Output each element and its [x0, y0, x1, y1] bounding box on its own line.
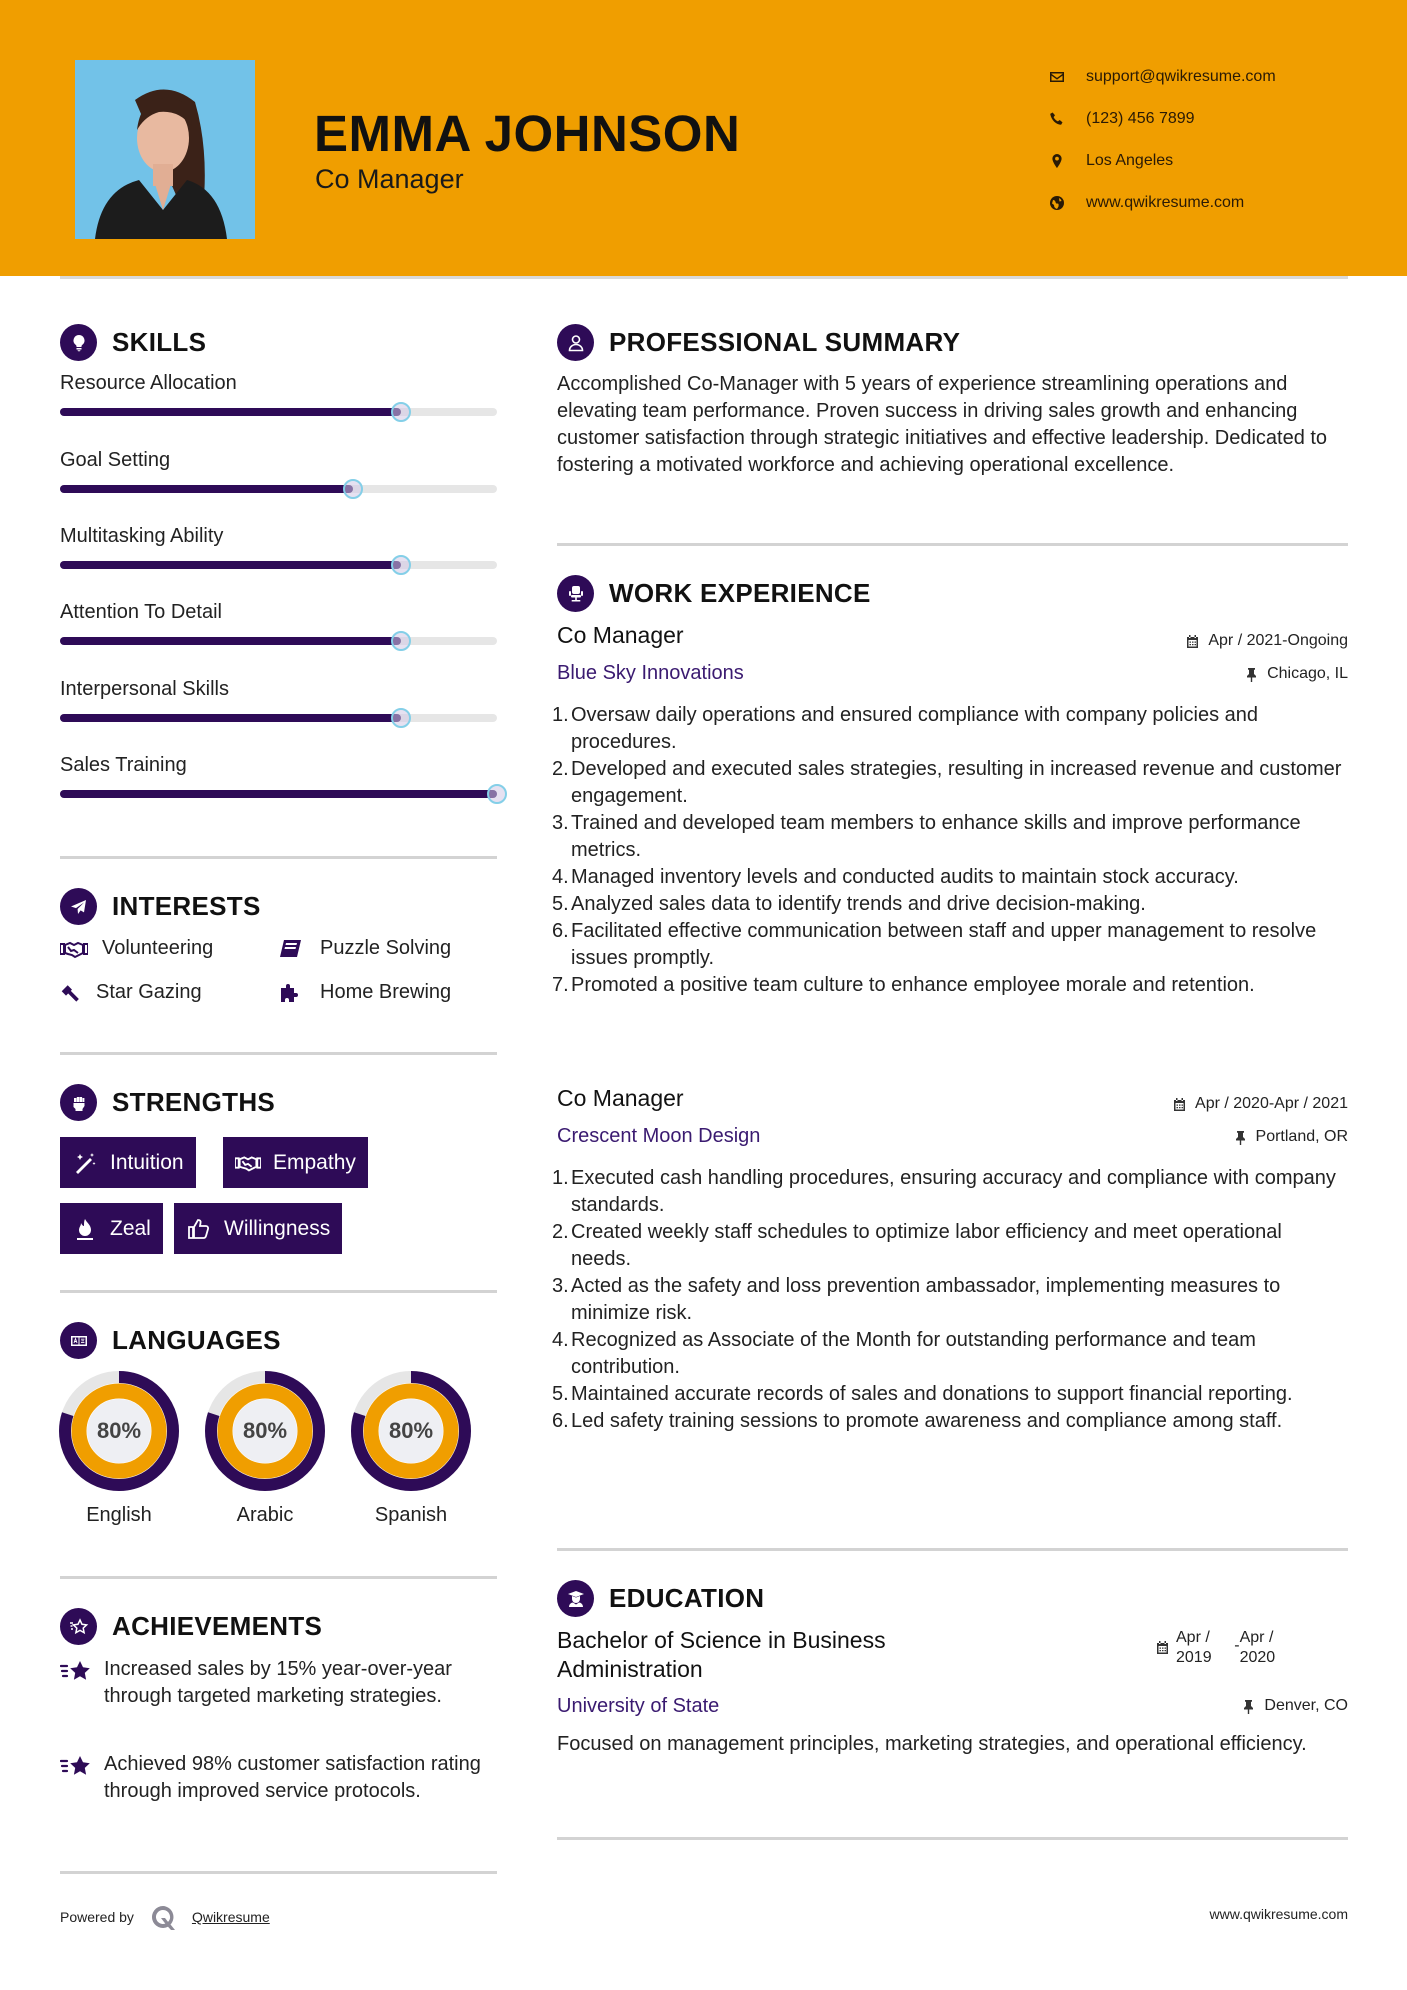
skill-bar	[60, 485, 497, 493]
company-name: Crescent Moon Design	[557, 1125, 761, 1147]
company-name: Blue Sky Innovations	[557, 662, 744, 684]
duty-item: 1. Oversaw daily operations and ensured compliance with company policies and procedures.	[557, 702, 1347, 756]
fire-icon	[72, 1218, 98, 1240]
skill-bar-fill	[60, 637, 401, 645]
duty-item: 4. Managed inventory levels and conducted audits to maintain stock accuracy.	[557, 864, 1347, 891]
skills-heading	[60, 324, 206, 361]
duty-text: Executed cash handling procedures, ensuring accuracy and compliance with company standards.	[571, 1167, 1336, 1216]
powered-by	[60, 1902, 270, 1932]
skill-bar	[60, 637, 497, 645]
languages-title: LANGUAGES	[112, 1325, 281, 1355]
skill-bar-knob	[487, 784, 507, 804]
calendar-icon	[1172, 1097, 1187, 1112]
strength-label: Willingness	[224, 1216, 331, 1240]
footer-website[interactable]: www.qwikresume.com	[1209, 1906, 1348, 1922]
interest-label: Puzzle Solving	[320, 937, 452, 959]
experience-heading	[557, 575, 871, 612]
section-divider	[60, 856, 497, 859]
book-icon	[278, 938, 308, 960]
pushpin-icon	[1233, 1130, 1248, 1145]
achievement-text: Achieved 98% customer satisfaction rating through improved service protocols.	[104, 1753, 481, 1802]
skill-bar-fill	[60, 561, 401, 569]
education-description: Focused on management principles, marketing strategies, and operational efficiency.	[557, 1733, 1307, 1755]
contact-list	[1048, 56, 1276, 224]
strengths-title: STRENGTHS	[112, 1087, 276, 1117]
language-progress-ring	[350, 1370, 472, 1492]
duty-item: 5. Maintained accurate records of sales and donations to support financial reporting.	[557, 1381, 1347, 1408]
puzzle-icon	[278, 982, 308, 1004]
languages-heading	[60, 1322, 281, 1359]
duty-text: Analyzed sales data to identify trends and drive decision-making.	[571, 893, 1146, 915]
interest-label: Home Brewing	[320, 981, 452, 1003]
qwikresume-logo-icon	[148, 1902, 178, 1932]
skills-title: SKILLS	[112, 327, 207, 357]
language-name: Spanish	[374, 1504, 448, 1526]
skill-label: Attention To Detail	[60, 601, 222, 623]
language-percent: 80%	[242, 1418, 288, 1443]
strength-label: Intuition	[110, 1150, 184, 1174]
language-progress-ring	[204, 1370, 326, 1492]
education-location-text: Denver, CO	[1264, 1697, 1348, 1714]
duty-item: 3. Trained and developed team members to enhance skills and improve performance metrics.	[557, 810, 1347, 864]
interest-label: Volunteering	[102, 937, 214, 959]
duty-text: Facilitated effective communication between staff and upper management to resolve issues promptly.	[571, 920, 1317, 969]
skill-bar	[60, 561, 497, 569]
language-percent: 80%	[96, 1418, 142, 1443]
job-dates-text: Apr / 2021-Ongoing	[1208, 632, 1348, 649]
star-badge-icon	[60, 1608, 97, 1645]
pushpin-icon	[1244, 667, 1259, 682]
phone-icon	[1048, 110, 1066, 128]
powered-by-label: Powered by	[60, 1909, 134, 1925]
start-year: 2019	[1176, 1649, 1212, 1666]
section-divider	[557, 1837, 1348, 1840]
skill-item	[60, 372, 497, 395]
skill-bar-knob	[343, 479, 363, 499]
education-end	[1240, 1628, 1276, 1668]
section-divider	[60, 1052, 497, 1055]
interest-item	[278, 937, 451, 960]
candidate-title: Co Manager	[315, 164, 464, 194]
calendar-icon	[1155, 1640, 1170, 1655]
strength-chip	[60, 1137, 196, 1188]
education-location	[1241, 1697, 1348, 1715]
contact-phone[interactable]	[1048, 98, 1276, 140]
duty-item: 4. Recognized as Associate of the Month for outstanding performance and team contribution.	[557, 1327, 1347, 1381]
envelope-icon	[1048, 68, 1066, 86]
globe-icon	[1048, 194, 1066, 212]
summary-heading	[557, 324, 960, 361]
summary-title: PROFESSIONAL SUMMARY	[609, 327, 961, 357]
skill-bar-fill	[60, 408, 401, 416]
duty-text: Led safety training sessions to promote awareness and compliance among staff.	[571, 1410, 1283, 1432]
degree-title: Bachelor of Science in Business Administration	[557, 1627, 886, 1682]
interests-heading	[60, 888, 261, 925]
duty-item: 7. Promoted a positive team culture to enhance employee morale and retention.	[557, 972, 1347, 999]
strength-chip	[60, 1203, 163, 1254]
summary-text: Accomplished Co-Manager with 5 years of experience streamlining operations and elevating team performance. Proven success in driving sales growth and enhancing customer satisfaction through strategic initiatives and effective leadership. Dedicated to fostering a motivated workforce and achieving operational excellence.	[557, 373, 1328, 476]
skill-bar	[60, 408, 497, 416]
section-divider	[60, 1576, 497, 1579]
section-divider	[60, 1290, 497, 1293]
language-percent: 80%	[388, 1418, 434, 1443]
contact-location-text: Los Angeles	[1086, 152, 1174, 169]
school-name: University of State	[557, 1695, 720, 1717]
skill-bar-knob	[391, 708, 411, 728]
end-month: Apr /	[1239, 1629, 1274, 1646]
lightbulb-icon	[60, 324, 97, 361]
education-title: EDUCATION	[609, 1583, 765, 1613]
skill-item	[60, 678, 497, 701]
language-item	[350, 1370, 472, 1527]
header-divider	[60, 276, 1348, 279]
achievement-item	[60, 1751, 500, 1805]
paper-plane-icon	[60, 888, 97, 925]
duty-text: Trained and developed team members to enhance skills and improve performance metrics.	[571, 812, 1301, 861]
fist-icon	[60, 1084, 97, 1121]
person-portrait-icon	[75, 60, 255, 239]
education-heading	[557, 1580, 764, 1617]
language-item	[58, 1370, 180, 1527]
qwikresume-link[interactable]: Qwikresume	[191, 1909, 270, 1925]
interest-item	[278, 981, 451, 1004]
job-dates-text: Apr / 2020-Apr / 2021	[1195, 1095, 1348, 1112]
skill-label: Resource Allocation	[60, 372, 237, 394]
section-divider	[60, 1871, 497, 1874]
duty-text: Acted as the safety and loss prevention ambassador, implementing measures to minimize risk.	[571, 1275, 1281, 1324]
skill-bar-fill	[60, 790, 497, 798]
job-title: Co Manager	[557, 1085, 684, 1111]
skill-bar-fill	[60, 714, 401, 722]
job-duties	[552, 1165, 1347, 1435]
achievement-item	[60, 1656, 500, 1710]
date-separator-text: -	[1234, 1637, 1240, 1654]
education-start	[1176, 1628, 1212, 1668]
user-icon	[557, 324, 594, 361]
language-item	[204, 1370, 326, 1527]
skill-bar-knob	[391, 631, 411, 651]
contact-website-text: www.qwikresume.com	[1086, 194, 1245, 211]
pushpin-icon	[1241, 1699, 1256, 1714]
gavel-icon	[60, 982, 84, 1004]
start-month: Apr /	[1176, 1629, 1210, 1646]
duty-text: Promoted a positive team culture to enhance employee morale and retention.	[571, 974, 1255, 996]
contact-email[interactable]	[1048, 56, 1276, 98]
section-divider	[557, 543, 1348, 546]
job-dates	[1172, 1095, 1348, 1113]
language-progress-ring	[58, 1370, 180, 1492]
end-year: 2020	[1239, 1649, 1276, 1666]
strength-chip	[174, 1203, 342, 1254]
duty-item: 1. Executed cash handling procedures, ensuring accuracy and compliance with company standards.	[557, 1165, 1347, 1219]
job-dates	[1185, 632, 1348, 650]
thumbs-up-icon	[186, 1218, 212, 1240]
skill-item	[60, 449, 497, 472]
handshake-icon	[60, 938, 90, 960]
duty-text: Maintained accurate records of sales and donations to support financial reporting.	[571, 1383, 1293, 1405]
contact-email-text: support@qwikresume.com	[1086, 68, 1276, 85]
job-duties	[552, 702, 1347, 999]
interest-label: Star Gazing	[96, 981, 202, 1003]
language-name: Arabic	[236, 1504, 294, 1526]
duty-item: 6. Facilitated effective communication between staff and upper management to resolve issues promptly.	[557, 918, 1347, 972]
skill-item	[60, 754, 497, 777]
skill-label: Goal Setting	[60, 449, 171, 471]
shooting-star-icon	[60, 1751, 104, 1805]
duty-item: 6. Led safety training sessions to promote awareness and compliance among staff.	[557, 1408, 1347, 1435]
achievements-title: ACHIEVEMENTS	[112, 1611, 323, 1641]
job-location	[1244, 665, 1348, 683]
contact-location	[1048, 140, 1276, 182]
skill-bar	[60, 790, 497, 798]
contact-phone-text: (123) 456 7899	[1086, 110, 1195, 127]
job-location-text: Chicago, IL	[1267, 665, 1348, 682]
skill-label: Interpersonal Skills	[60, 678, 229, 700]
skill-bar-knob	[391, 555, 411, 575]
section-divider	[557, 1548, 1348, 1551]
language-name: English	[86, 1504, 152, 1526]
skill-item	[60, 525, 497, 548]
shooting-star-icon	[60, 1656, 104, 1710]
duty-text: Created weekly staff schedules to optimize labor efficiency and meet operational needs.	[571, 1221, 1282, 1270]
job-location-text: Portland, OR	[1255, 1128, 1348, 1145]
experience-title: WORK EXPERIENCE	[609, 578, 871, 608]
profile-photo	[75, 60, 255, 239]
skill-label: Multitasking Ability	[60, 525, 224, 547]
strength-label: Empathy	[273, 1150, 356, 1174]
interest-item	[60, 981, 202, 1004]
duty-text: Recognized as Associate of the Month for outstanding performance and team contribution.	[571, 1329, 1256, 1378]
skill-bar	[60, 714, 497, 722]
office-chair-icon	[557, 575, 594, 612]
duty-text: Developed and executed sales strategies, resulting in increased revenue and customer engagement.	[571, 758, 1342, 807]
interest-item	[60, 937, 213, 960]
calendar-icon	[1185, 634, 1200, 649]
skill-label: Sales Training	[60, 754, 187, 776]
duty-text: Managed inventory levels and conducted audits to maintain stock accuracy.	[571, 866, 1239, 888]
strength-chip	[223, 1137, 368, 1188]
skill-item	[60, 601, 497, 624]
strength-label: Zeal	[110, 1216, 151, 1240]
language-icon	[60, 1322, 97, 1359]
contact-website[interactable]	[1048, 182, 1276, 224]
strengths-heading	[60, 1084, 275, 1121]
skill-bar-knob	[391, 402, 411, 422]
duty-item: 5. Analyzed sales data to identify trends and drive decision-making.	[557, 891, 1347, 918]
duty-item: 2. Developed and executed sales strategies, resulting in increased revenue and customer engagement.	[557, 756, 1347, 810]
duty-text: Oversaw daily operations and ensured compliance with company policies and procedures.	[571, 704, 1259, 753]
interests-title: INTERESTS	[112, 891, 261, 921]
handshake-icon	[235, 1152, 261, 1174]
skill-bar-fill	[60, 485, 353, 493]
education-dates	[1155, 1628, 1275, 1668]
achievements-heading	[60, 1608, 322, 1645]
date-separator	[1212, 1628, 1240, 1668]
candidate-name: EMMA JOHNSON	[314, 105, 741, 162]
duty-item: 3. Acted as the safety and loss prevention ambassador, implementing measures to minimize risk.	[557, 1273, 1347, 1327]
map-marker-icon	[1048, 152, 1066, 170]
achievement-text: Increased sales by 15% year-over-year through targeted marketing strategies.	[104, 1658, 452, 1707]
job-title: Co Manager	[557, 622, 684, 648]
job-location	[1233, 1128, 1348, 1146]
magic-wand-icon	[72, 1152, 98, 1174]
graduate-icon	[557, 1580, 594, 1617]
duty-item: 2. Created weekly staff schedules to optimize labor efficiency and meet operational needs.	[557, 1219, 1347, 1273]
